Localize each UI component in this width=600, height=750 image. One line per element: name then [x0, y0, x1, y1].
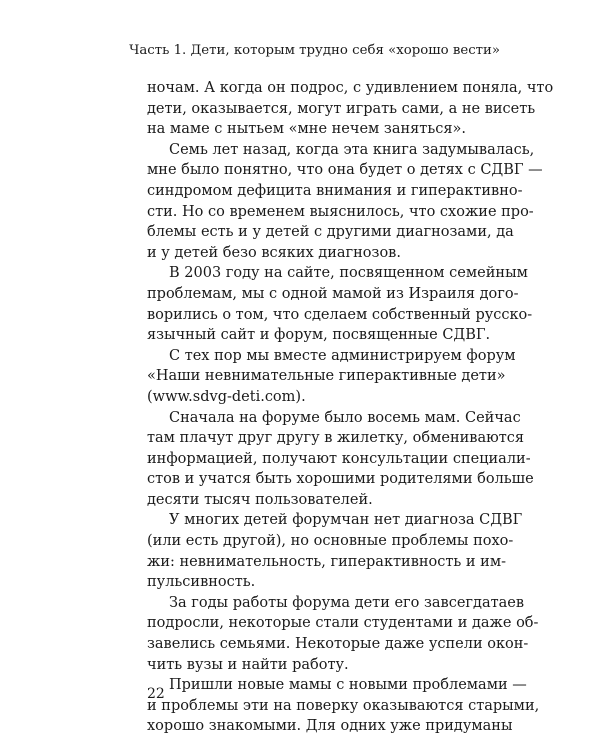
text-line: завелись семьями. Некоторые даже успели окон- — [147, 636, 529, 653]
text-line: там плачут друг другу в жилетку, обмениваются — [147, 430, 525, 447]
text-line: и у детей безо всяких диагнозов. — [147, 244, 401, 261]
paragraph — [147, 263, 533, 345]
text-line: информацией, получают консультации специали- — [147, 450, 531, 467]
text-line: сти. Но со временем выяснилось, что схожие про- — [147, 203, 534, 220]
paragraph — [147, 510, 523, 592]
paragraph — [147, 346, 516, 408]
text-line: Семь лет назад, когда эта книга задумывалась, — [169, 141, 535, 158]
text-line: ворились о том, что сделаем собственный русско- — [147, 306, 533, 323]
text-line: В 2003 году на сайте, посвященном семейным — [169, 265, 528, 282]
text-line: дети, оказывается, могут играть сами, а не висеть — [147, 100, 536, 117]
paragraph — [147, 408, 534, 511]
text-line: блемы есть и у детей с другими диагнозами, да — [147, 224, 514, 241]
paragraph — [147, 593, 539, 675]
text-line: За годы работы форума дети его завсегдатаев — [169, 594, 524, 611]
text-line: проблемам, мы с одной мамой из Израиля дого- — [147, 285, 519, 302]
text-line: хорошо знакомыми. Для одних уже придуманы — [147, 718, 513, 735]
text-line: стов и учатся быть хорошими родителями больше — [147, 471, 534, 488]
running-header: Часть 1. Дети, которым трудно себя «хорошо вести» — [129, 43, 500, 58]
paragraph — [147, 675, 540, 737]
paragraph — [147, 140, 543, 264]
text-line: «Наши невнимательные гиперактивные дети» — [147, 368, 506, 385]
text-line: (или есть другой), но основные проблемы похо- — [147, 533, 514, 550]
body-text — [147, 78, 554, 737]
text-line: язычный сайт и форум, посвященные СДВГ. — [147, 327, 491, 344]
text-line: на маме с нытьем «мне нечем заняться». — [147, 121, 466, 138]
page-number: 22 — [147, 686, 165, 702]
text-line: жи: невнимательность, гиперактивность и им- — [147, 553, 507, 570]
text-line: чить вузы и найти работу. — [147, 656, 349, 673]
text-line: У многих детей форумчан нет диагноза СДВГ — [169, 512, 523, 529]
text-line: синдромом дефицита внимания и гиперактивно- — [147, 182, 523, 199]
text-line: Сначала на форуме было восемь мам. Сейчас — [169, 409, 521, 426]
paragraph — [147, 78, 554, 140]
text-line: С тех пор мы вместе администрируем форум — [169, 347, 516, 364]
text-line: пульсивность. — [147, 574, 256, 591]
text-line: (www.sdvg-deti.com). — [147, 388, 306, 405]
text-line: мне было понятно, что она будет о детях с СДВГ — — [147, 162, 543, 179]
text-line: и проблемы эти на поверку оказываются старыми, — [147, 697, 540, 714]
text-line: подросли, некоторые стали студентами и даже об- — [147, 615, 539, 632]
text-line: Пришли новые мамы с новыми проблемами — — [169, 677, 527, 694]
text-line: десяти тысяч пользователей. — [147, 491, 373, 508]
text-line: ночам. А когда он подрос, с удивлением поняла, что — [147, 80, 554, 96]
